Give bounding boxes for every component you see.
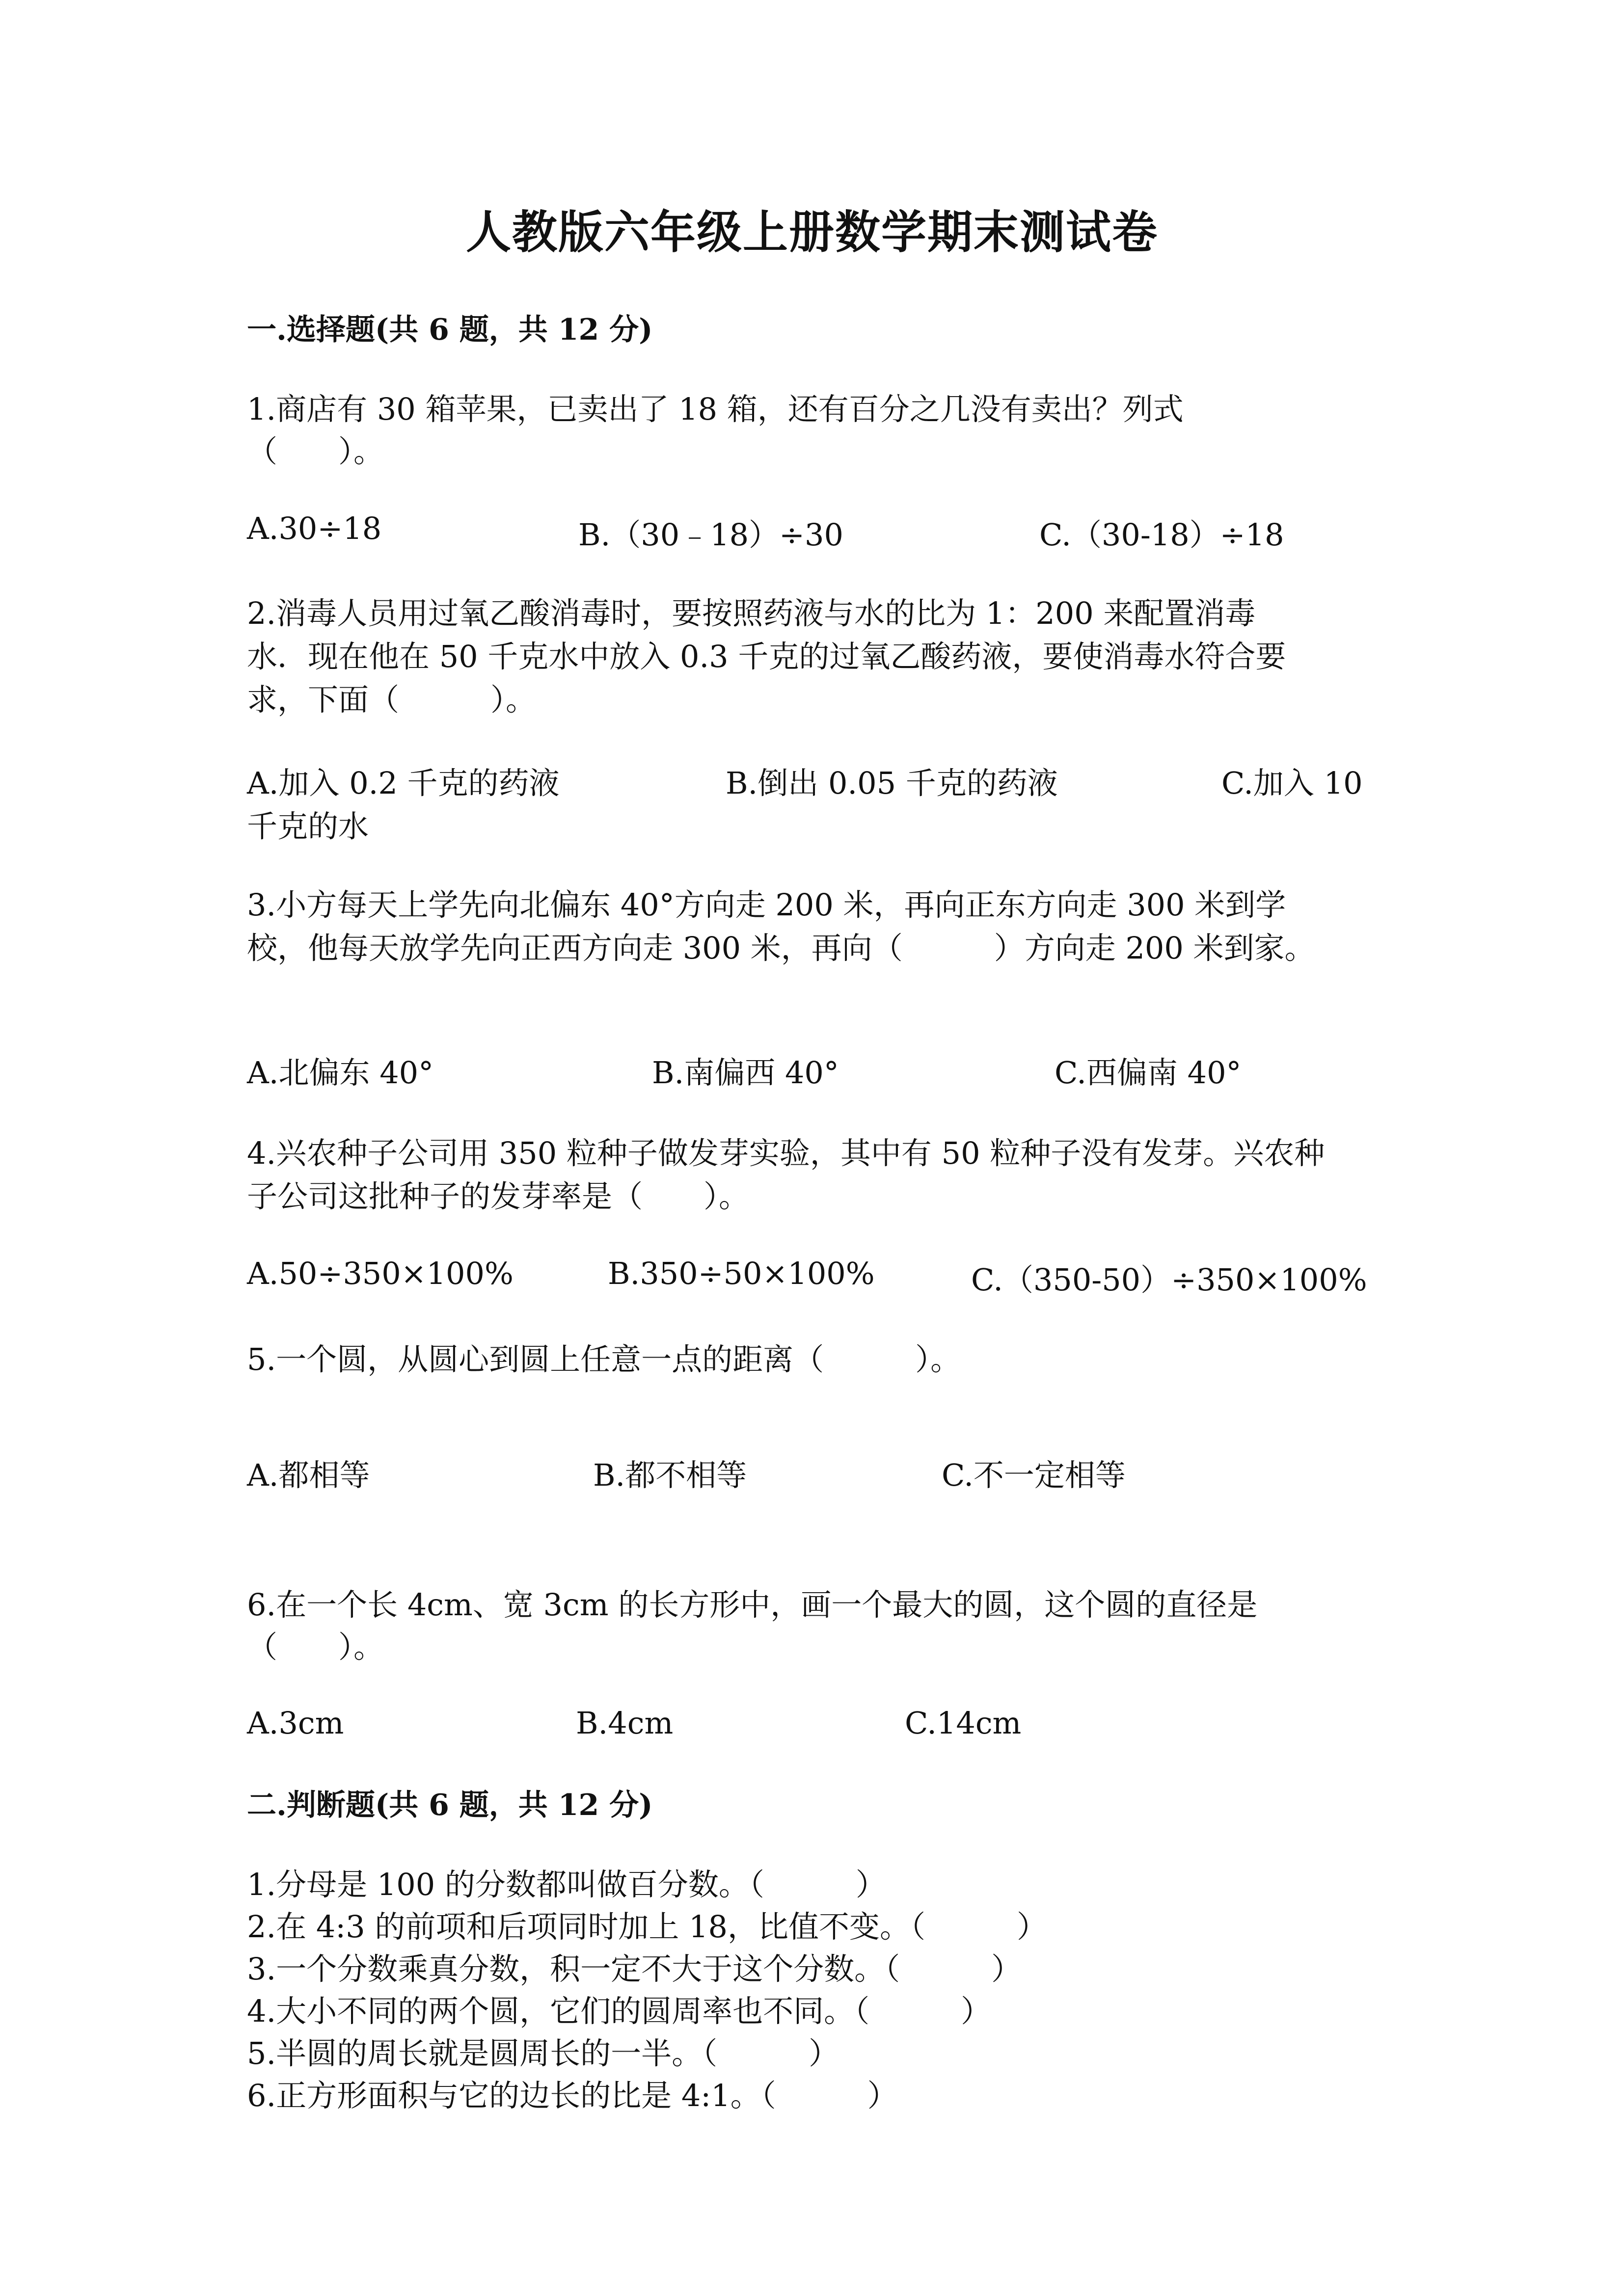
q1-line-1: 1.商店有 30 箱苹果，已卖出了 18 箱，还有百分之几没有卖出？列式 [247, 391, 1184, 427]
q1-line-2: （ ）。 [247, 433, 384, 469]
q4-line-2: 子公司这批种子的发芽率是（ ）。 [247, 1178, 750, 1214]
q2-line-3: 求，下面（ ）。 [247, 682, 537, 718]
q3-option-b: B.南偏西 40° [652, 1055, 839, 1091]
q4-option-c: C.（350-50）÷350×100% [971, 1262, 1367, 1298]
q6-option-b: B.4cm [576, 1705, 674, 1741]
q1-option-b: B.（30﹣18）÷30 [578, 517, 843, 553]
q5-option-a: A.都相等 [247, 1457, 370, 1493]
q2-line-2: 水．现在他在 50 千克水中放入 0.3 千克的过氧乙酸药液，要使消毒水符合要 [247, 639, 1286, 674]
page-title: 人教版六年级上册数学期末测试卷 [465, 206, 1158, 259]
q5-option-c: C.不一定相等 [942, 1457, 1126, 1493]
q1-option-c: C.（30-18）÷18 [1039, 517, 1284, 553]
tf-item-2: 2.在 4:3 的前项和后项同时加上 18，比值不变。（ ） [247, 1909, 1047, 1945]
q3-option-c: C.西偏南 40° [1055, 1055, 1242, 1091]
tf-item-1: 1.分母是 100 的分数都叫做百分数。（ ） [247, 1867, 886, 1902]
tf-item-3: 3.一个分数乘真分数，积一定不大于这个分数。（ ） [247, 1951, 1022, 1987]
q2-option-c-continued: 千克的水 [247, 808, 369, 844]
q5-option-b: B.都不相等 [593, 1457, 747, 1493]
q6-line-1: 6.在一个长 4cm、宽 3cm 的长方形中，画一个最大的圆，这个圆的直径是 [247, 1587, 1258, 1623]
tf-item-5: 5.半圆的周长就是圆周长的一半。（ ） [247, 2035, 839, 2071]
q2-option-b: B.倒出 0.05 千克的药液 [726, 765, 1058, 801]
q6-option-a: A.3cm [247, 1705, 344, 1741]
q2-option-c: C.加入 10 [1221, 765, 1363, 801]
q3-line-2: 校，他每天放学先向正西方向走 300 米，再向（ ）方向走 200 米到家。 [247, 930, 1315, 966]
section-2-heading: 二.判断题(共 6 题，共 12 分) [247, 1788, 653, 1822]
q2-option-a: A.加入 0.2 千克的药液 [247, 765, 560, 801]
q6-option-c: C.14cm [905, 1705, 1022, 1741]
q6-line-2: （ ）。 [247, 1629, 384, 1665]
q1-option-a: A.30÷18 [247, 510, 382, 546]
q3-line-1: 3.小方每天上学先向北偏东 40°方向走 200 米，再向正东方向走 300 米到学 [247, 887, 1286, 923]
q5-line-1: 5.一个圆，从圆心到圆上任意一点的距离（ ）。 [247, 1341, 961, 1377]
q4-option-a: A.50÷350×100% [247, 1255, 514, 1291]
section-1-heading: 一.选择题(共 6 题，共 12 分) [247, 313, 653, 347]
q3-option-a: A.北偏东 40° [247, 1055, 434, 1091]
q2-line-1: 2.消毒人员用过氧乙酸消毒时，要按照药液与水的比为 1：200 来配置消毒 [247, 595, 1256, 631]
q4-line-1: 4.兴农种子公司用 350 粒种子做发芽实验，其中有 50 粒种子没有发芽。兴农种 [247, 1135, 1325, 1171]
tf-item-6: 6.正方形面积与它的边长的比是 4:1。（ ） [247, 2078, 898, 2113]
q4-option-b: B.350÷50×100% [608, 1255, 875, 1291]
tf-item-4: 4.大小不同的两个圆，它们的圆周率也不同。（ ） [247, 1993, 992, 2029]
